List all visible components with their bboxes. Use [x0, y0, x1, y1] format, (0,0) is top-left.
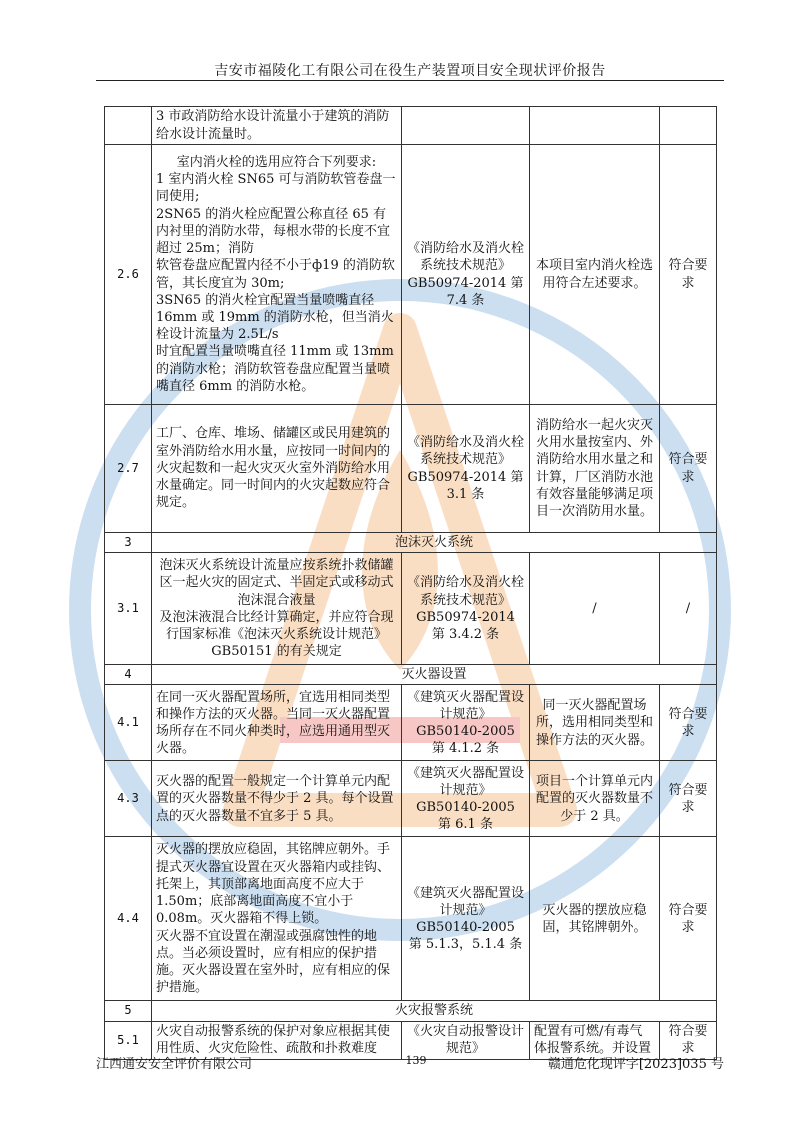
requirement-text: 在同一灭火器配置场所，宜选用相同类型和操作方法的灭火器。当同一灭火器配置场所存在不同火种类时，应选用通用型灭火器。 [156, 689, 391, 757]
basis-cell [402, 685, 530, 761]
item-number [105, 107, 152, 145]
situation-cell: 本项目室内消火栓选用符合左述要求。 [530, 145, 660, 405]
item-number: 2.6 [105, 145, 152, 405]
requirement-cell [152, 405, 402, 533]
requirement-text: 2SN65 的消火栓应配置公称直径 65 有内衬里的消防水带，每根水带的长度不宜超过 25m；消防 [156, 206, 391, 257]
footer-company: 江西通安安全评价有限公司 [96, 1057, 253, 1072]
item-number: 4.1 [105, 685, 152, 761]
evaluation-table [104, 106, 717, 1060]
requirement-cell [152, 685, 402, 761]
basis-cell [402, 145, 530, 405]
item-number: 2.7 [105, 405, 152, 533]
basis-text: 《消防给水及消火栓系统技术规范》 [406, 435, 524, 468]
table-row [105, 405, 717, 533]
conclusion-cell: 符合要求 [660, 405, 717, 533]
requirement-text: 泡沫灭火系统设计流量应按系统扑救储罐区一起火灾的固定式、半固定式或移动式泡沫混合液量 [159, 558, 394, 608]
section-number: 3 [105, 533, 152, 553]
basis-text: 《建筑灭火器配置设计规范》 [406, 689, 524, 722]
situation-cell: 灭火器的摆放应稳固，其铭牌朝外。 [530, 837, 660, 1001]
requirement-text: 灭火器的配置一般规定一个计算单元内配置的灭火器数量不得少于 2 具。每个设置点的灭火器数量不宜多于 5 具。 [156, 774, 394, 824]
conclusion-cell: 符合要求 [660, 761, 717, 837]
section-row [105, 1001, 717, 1021]
table-row [105, 761, 717, 837]
conclusion-cell: 符合要求 [660, 837, 717, 1001]
basis-cell [402, 107, 530, 145]
section-row [105, 665, 717, 685]
table-row [105, 107, 717, 145]
basis-text: GB50140-2005 [416, 919, 515, 935]
basis-text: GB50974-2014 [416, 609, 515, 625]
conclusion-cell: 符合要求 [660, 1021, 717, 1059]
table-row [105, 837, 717, 1001]
requirement-cell [152, 145, 402, 405]
section-row [105, 533, 717, 553]
section-number: 4 [105, 665, 152, 685]
situation-cell: 消防给水一起火灾灭火用水量按室内、外消防给水用水量之和计算，厂区消防水池有效容量能够满足项目一次消防用水量。 [530, 405, 660, 533]
conclusion-cell: 符合要求 [660, 145, 717, 405]
page-number: 139 [405, 1054, 427, 1067]
basis-text: 《建筑灭火器配置设计规范》 [406, 885, 524, 918]
basis-text: GB50974-2014 第 [407, 275, 524, 291]
requirement-text: 室内消火栓的选用应符合下列要求: [176, 155, 377, 171]
basis-text: 第 4.1.2 条 [431, 741, 500, 757]
item-number: 4.3 [105, 761, 152, 837]
report-number: 赣通危化现评字[2023]035 号 [547, 1057, 724, 1072]
situation-cell [530, 107, 660, 145]
basis-cell [402, 405, 530, 533]
table-row [105, 145, 717, 405]
requirement-cell [152, 107, 402, 145]
requirement-text: 时宜配置当量喷嘴直径 11mm 或 13mm 的消防水枪；消防软管卷盘应配置当量喷嘴直径 6mm 的消防水枪。 [156, 344, 394, 394]
requirement-text: 3SN65 的消火栓宜配置当量喷嘴直径 16mm 或 19mm 的消防水枪，但当消火栓设计流量为 2.5L/s [156, 292, 394, 343]
situation-cell: 项目一个计算单元内配置的灭火器数量不少于 2 具。 [530, 761, 660, 837]
basis-text: 第 3.4.2 条 [431, 626, 500, 642]
basis-cell [402, 837, 530, 1001]
basis-cell [402, 553, 530, 665]
requirement-text: 灭火器的摆放应稳固，其铭牌应朝外。手提式灭火器宜设置在灭火器箱内或挂钩、托架上，其顶部离地面高度不应大于 1.50m；底部离地面高度不宜小于 0.08m。灭火器箱不得上锁。 [156, 842, 391, 927]
section-title: 火灾报警系统 [152, 1001, 717, 1021]
basis-text: 《消防给水及消火栓系统技术规范》 [406, 241, 524, 274]
requirement-text: 3 市政消防给水设计流量小于建筑的消防给水设计流量时。 [156, 109, 390, 142]
basis-text: 《建筑灭火器配置设计规范》 [406, 765, 524, 798]
basis-text: 第 6.1 条 [438, 817, 493, 833]
requirement-text: 工厂、仓库、堆场、储罐区或民用建筑的室外消防给水用水量，应按同一时间内的火灾起数和一起火灾灭火室外消防给水用水量确定。同一时间内的火灾起数应符合规定。 [156, 426, 391, 511]
basis-text: GB50140-2005 [416, 799, 515, 815]
situation-cell: 配置有可燃/有毒气体报警系统。并设置 [530, 1021, 660, 1059]
table-row [105, 685, 717, 761]
table-row [105, 553, 717, 665]
section-number: 5 [105, 1001, 152, 1021]
section-title: 灭火器设置 [152, 665, 717, 685]
requirement-text: 火灾自动报警系统的保护对象应根据其使用性质、火灾危险性、疏散和扑救难度 [156, 1023, 391, 1057]
header-rule [96, 80, 724, 81]
basis-text: 《消防给水及消火栓系统技术规范》 [406, 575, 524, 608]
situation-cell: 同一灭火器配置场所，选用相同类型和操作方法的灭火器。 [530, 685, 660, 761]
item-number: 3.1 [105, 553, 152, 665]
requirement-text: 灭火器不宜设置在潮湿或强腐蚀性的地点。当必须设置时，应有相应的保护措施。灭火器设置在室外时，应有相应的保护措施。 [156, 928, 391, 996]
basis-text: 第 5.1.3，5.1.4 条 [408, 937, 523, 953]
item-number: 4.4 [105, 837, 152, 1001]
basis-text: 《火灾自动报警设计规范》 [406, 1023, 524, 1056]
conclusion-cell: / [660, 553, 717, 665]
item-number: 5.1 [105, 1021, 152, 1059]
conclusion-cell: 符合要求 [660, 685, 717, 761]
requirement-text: 1 室内消火栓 SN65 可与消防软管卷盘一同使用; [156, 172, 396, 205]
basis-text: 7.4 条 [446, 292, 485, 308]
requirement-cell [152, 553, 402, 665]
basis-cell [402, 761, 530, 837]
basis-text: 3.1 条 [446, 486, 485, 502]
basis-text: GB50974-2014 第 [407, 469, 524, 485]
requirement-cell [152, 761, 402, 837]
requirement-text: 及泡沫液混合比经计算确定，并应符合现行国家标准《泡沫灭火系统设计规范》GB50151 的有关规定 [159, 609, 394, 660]
page-header: 吉安市福陵化工有限公司在役生产装置项目安全现状评价报告 [214, 63, 606, 79]
page-footer [96, 1053, 724, 1073]
requirement-text: 软管卷盘应配置内径不小于ф19 的消防软管，其长度宜为 30m; [156, 258, 395, 291]
situation-cell: / [530, 553, 660, 665]
requirement-cell [152, 837, 402, 1001]
section-title: 泡沫灭火系统 [152, 533, 717, 553]
basis-text: GB50140-2005 [416, 723, 515, 739]
conclusion-cell [660, 107, 717, 145]
